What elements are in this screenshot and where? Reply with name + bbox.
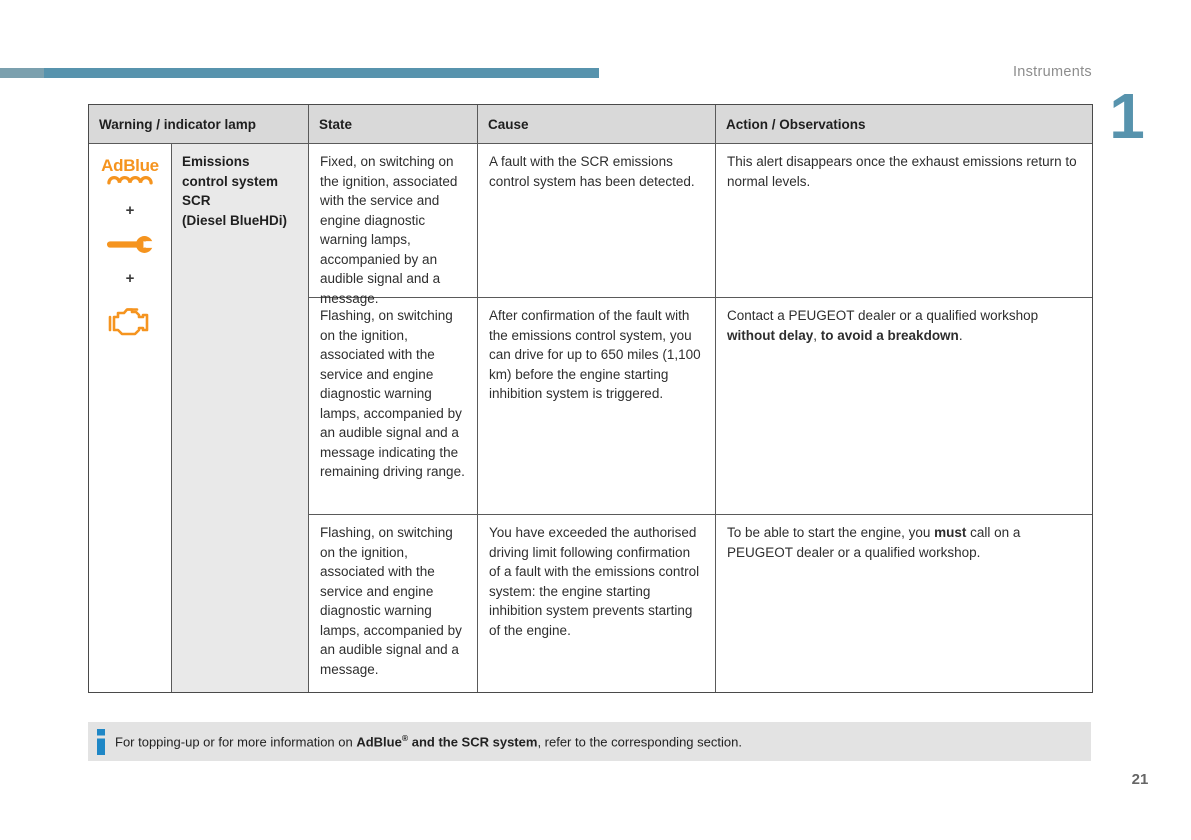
info-note <box>88 722 1091 761</box>
check-engine-icon <box>107 303 153 339</box>
section-label: Instruments <box>1012 64 1092 80</box>
adblue-label: AdBlue <box>101 156 159 175</box>
column-header-cause: Cause <box>478 105 716 144</box>
plus-sign: + <box>125 202 135 219</box>
top-accent-bar-light-segment <box>0 68 46 78</box>
action-cell-row-2: Contact a PEUGEOT dealer or a qualified workshop without delay, to avoid a breakdown. <box>716 298 1092 515</box>
cause-cell-row-2: After confirmation of the fault with the emissions control system, you can drive for up to 650 miles (1,100 km) before the engine starting inhibition system is triggered. <box>478 298 716 515</box>
adblue-wave-icon <box>107 175 153 186</box>
action-cell-row-3: To be able to start the engine, you must call on a PEUGEOT dealer or a qualified workshop. <box>727 525 1021 560</box>
cause-cell-row-3: You have exceeded the authorised driving limit following confirmation of a fault with the emissions control system: the engine starting inhibition system prevents starting of the engine. <box>478 515 716 692</box>
column-header-action-observations: Action / Observations <box>716 105 1092 144</box>
top-accent-bar <box>44 68 599 78</box>
lamp-description: Emissions control system SCR (Diesel BlueHDi) <box>172 144 309 692</box>
info-note-text: For topping-up or for more information on AdBlue® and the SCR system, refer to the corresponding section. <box>115 733 742 750</box>
lamp-icon-cell <box>89 144 172 692</box>
state-cell-row-3: Flashing, on switching on the ignition, associated with the service and engine diagnostic warning lamps, accompanied by an audible signal and a message. <box>309 515 478 692</box>
state-cell-row-2: Flashing, on switching on the ignition, associated with the service and engine diagnostic warning lamps, accompanied by an audible signal and a message indicating the remaining driving range. <box>309 298 478 515</box>
wrench-icon <box>106 235 154 254</box>
cause-cell-row-1: A fault with the SCR emissions control system has been detected. <box>478 144 716 298</box>
column-header-warning-indicator-lamp: Warning / indicator lamp <box>89 105 309 144</box>
chapter-number: 1 <box>1109 80 1145 152</box>
info-icon <box>97 729 105 755</box>
column-header-state: State <box>309 105 478 144</box>
page-number: 21 <box>1131 771 1149 788</box>
plus-sign: + <box>125 270 135 287</box>
adblue-icon <box>101 157 159 186</box>
warning-lamp-table <box>88 104 1093 693</box>
action-cell-row-1: This alert disappears once the exhaust emissions return to normal levels. <box>716 144 1092 298</box>
state-cell-row-1: Fixed, on switching on the ignition, associated with the service and engine diagnostic warning lamps, accompanied by an audible signal and a message. <box>309 144 478 298</box>
